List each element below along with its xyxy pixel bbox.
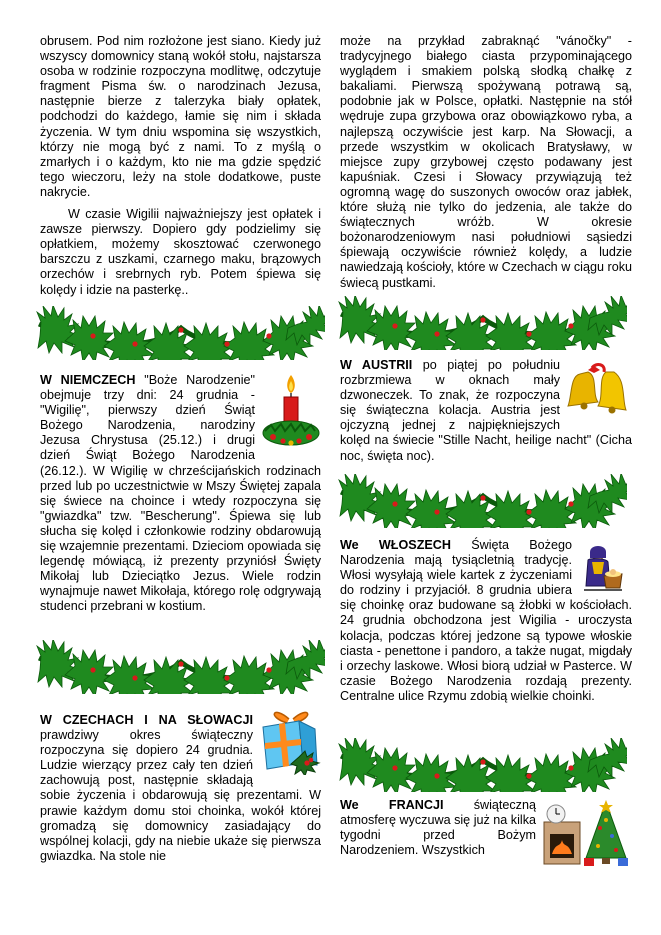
wlochy-text: Święta Bożego Narodzenia mają tysiącletnią tradycję. Włosi wysyłają wiele kartek z życzeniami do rodziny i przyjaciół. 8 grudnia ubiera się choinkę oraz budowane są żłobki w kościołach. 24 grudnia obchodzona jest Wigilia - uroczysta kolacja, podczas której jedzone są typowe włoskie ciasta - penettone i pandoro, a także nugat, migdały i orzechy laskowe. Włosi biorą udział w Pasterce. W czasie Bożego Narodzenia rozdają prezenty. Centralne ulice Rzymu zdobią wielkie choinki.	[340, 538, 632, 703]
francja-prefix: We	[340, 798, 359, 812]
niemcy-heading: W NIEMCZECH	[40, 373, 136, 387]
nativity-icon	[580, 544, 624, 592]
garland-icon	[337, 296, 627, 350]
garland-icon	[35, 640, 325, 694]
garland-icon	[35, 306, 325, 360]
niemcy-text: "Boże Narodzenie" obejmuje trzy dni: 24 grudnia -"Wigilię", pierwszy dzień Świąt Bożego Narodzenia, narodziny Jezusa Chrystusa (25.12.) i drugi dzień Świąt Bożego Narodzenia (26.12.). W Wigilię w chrześcijańskich rodzinach przed lub po uczestnictwie w Mszy Świętej zapala się świece na choince i wtedy rozpoczyna się "gwiazdka" tzw. "Bescherung". Śpiewa się lub słucha się kolęd i członkowie rodziny obdarowują się wzajemnie prezentami. Dzieciom opowiada się legendę mówiącą, iż prezenty przyniósł Święty Mikołaj lub Dzieciątko Jezus. Wiele rodzin wynajmuje nawet Mikołaja, którego rolę odgrywają studenci przebrani w kostium.	[40, 373, 321, 614]
christmas-tree-icon	[542, 798, 632, 868]
section-wlochy	[340, 538, 632, 704]
section-francja	[340, 798, 632, 870]
left-column	[40, 34, 321, 298]
gift-holly-icon	[259, 705, 321, 775]
garland-icon	[337, 738, 627, 792]
francja-text: świąteczną atmosferę wyczuwa się już na kilka tygodni przed Bożym Narodzeniem. Wszystkich	[340, 798, 536, 858]
intro-paragraph-2: W czasie Wigilii najważniejszy jest opłatek i zawsze pierwszy. Dopiero gdy podzielimy się opłatkiem, możemy skosztować czerwonego barszczu z uszkami, czarnego maku, brązowych orzechów i srebrnych ryb. Potem śpiewa się kolędy i idzie na pasterkę..	[40, 207, 321, 297]
candle-wreath-icon	[261, 373, 321, 449]
bells-icon	[566, 362, 628, 420]
section-austria	[340, 358, 632, 464]
wlochy-prefix: We	[340, 538, 359, 552]
right-column	[340, 34, 632, 291]
section-niemcy	[40, 373, 321, 615]
intro-paragraph-1: obrusem. Pod nim rozłożone jest siano. Kiedy już wszyscy domownicy staną wokół stołu, najstarsza osoba w rodzinie rozpoczyna modlitwę, odczytuje fragment Pisma św. o narodzinach Jezusa, następnie bierze z talerzyka biały opłatek, podchodzi do każdego, łamie się nim i składa życzenia. W tym dniu wspomina się wszystkich, którzy nie mogą być z nami. To z myślą o zmarłych i o każdym, kto nie ma gdzie spędzić tego wieczoru, leży na stole dodatkowe, puste nakrycie.	[40, 34, 321, 199]
wlochy-heading: WŁOSZECH	[378, 538, 451, 552]
czechy-continued-text: może na przykład zabraknąć "vánočky" - tradycyjnego białego ciasta przypominającego wyglądem i smakiem polską słodką chałkę z bakaliami. Pierwszą spożywaną potrawą są, podobnie jak w Polsce, opłatki. Następnie na stół wędruje zupa grzybowa oraz obowiązkowo ryba, a najlepszą oczywiście jest karp. Na Słowacji, a przede wszystkim w okolicach Bratysławy, w miejsce zupy grzybowej często podawany jest kapuśniak. Czesi i Słowacy przywiązują też ogromną wagę do suszonych owoców oraz jabłek, które służą nie tylko do jedzenia, ale także do świątecznych wróżb. W okresie bożonarodzeniowym nasi południowi sąsiedzi śpiewają oczywiście również kolędy, a ludzie nawiedzają kościoły, które w Czechach w ciągu roku świecą pustkami.	[340, 34, 632, 290]
czechy-heading: W CZECHACH I NA SŁOWACJI	[40, 713, 253, 727]
garland-icon	[337, 474, 627, 528]
czechy-text: prawdziwy okres świąteczny rozpoczyna się dopiero 24 grudnia. Ludzie wierzący przez cały ten dzień zachowują post, następnie składają sobie życzenia i obdarowują się prezentami. W prawie każdym domu stoi choinka, wokół której gromadzą się domownicy zasiadający do wspólnej kolacji, gdy na niebie ukaże się pierwsza gwiazdka. Na stole nie	[40, 728, 321, 863]
section-czechy	[40, 713, 321, 864]
francja-heading: FRANCJI	[388, 798, 444, 812]
austria-text: po piątej po południu rozbrzmiewa w oknach mały dzwoneczek. To znak, że rozpoczyna się świąteczna kolacja. Austria jest ojczyzną jednej z najpiękniejszych kolęd na świecie "Stille Nacht, heilige nacht" (Cicha noc, święta noc).	[340, 358, 632, 463]
austria-heading: W AUSTRII	[340, 358, 413, 372]
